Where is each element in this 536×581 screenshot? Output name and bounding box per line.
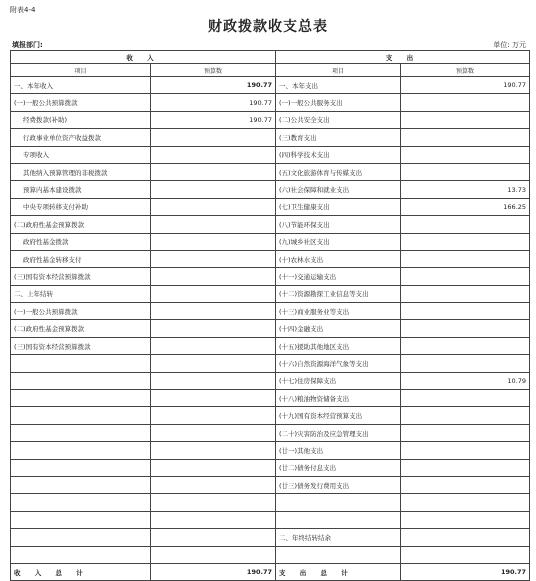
table-row [11, 163, 530, 180]
expense-item-cell: (廿一)其他支出 [276, 442, 401, 459]
expense-amount-cell [401, 424, 530, 441]
income-item-cell [11, 424, 151, 441]
expense-amount-cell [401, 442, 530, 459]
expense-item-cell: (十九)国有资本经营预算支出 [276, 407, 401, 424]
income-item-cell [11, 459, 151, 476]
expense-item-cell [276, 546, 401, 563]
expense-item-cell: (七)卫生健康支出 [276, 198, 401, 215]
income-amount-cell [151, 181, 276, 198]
expense-item-cell: (十四)金融支出 [276, 320, 401, 337]
expense-amount-cell [401, 216, 530, 233]
income-amount-cell [151, 268, 276, 285]
expense-amount-cell [401, 337, 530, 354]
expense-amount-cell [401, 111, 530, 128]
budget-summary-table [10, 50, 530, 581]
expense-amount-cell [401, 407, 530, 424]
table-row [11, 303, 530, 320]
table-row [11, 476, 530, 493]
table-row [11, 407, 530, 424]
income-amount-cell [151, 129, 276, 146]
expense-amount-cell [401, 250, 530, 267]
table-row [11, 320, 530, 337]
income-item-cell [11, 372, 151, 389]
expense-item-cell: 一、本年支出 [276, 77, 401, 94]
table-row [11, 216, 530, 233]
income-amount-cell [151, 320, 276, 337]
table-row [11, 181, 530, 198]
column-header-row [11, 64, 530, 77]
table-row [11, 233, 530, 250]
income-amount-cell [151, 459, 276, 476]
income-item-cell: 政府性基金转移支付 [11, 250, 151, 267]
expense-item-cell: (十一)交通运输支出 [276, 268, 401, 285]
currency-unit-label: 单位: 万元 [493, 41, 526, 49]
income-amount-cell [151, 407, 276, 424]
income-item-cell [11, 355, 151, 372]
income-amount-cell [151, 390, 276, 407]
table-row [11, 424, 530, 441]
income-item-cell: 中央专项转移支付补助 [11, 198, 151, 215]
table-row [11, 529, 530, 546]
expense-amount-cell [401, 303, 530, 320]
reporting-unit-label: 填报部门: [12, 41, 43, 49]
table-row [11, 111, 530, 128]
expense-amount-cell [401, 459, 530, 476]
expense-item-cell: (九)城乡社区支出 [276, 233, 401, 250]
income-item-cell: 其他纳入预算管理的非税拨款 [11, 163, 151, 180]
income-amount-cell: 190.77 [151, 111, 276, 128]
expense-item-cell: (廿三)债务发行费用支出 [276, 476, 401, 493]
expense-item-cell: (十八)粮油物资储备支出 [276, 390, 401, 407]
income-total-amount: 190.77 [151, 563, 276, 580]
income-item-cell: 预算内基本建设拨款 [11, 181, 151, 198]
expense-amount-cell: 190.77 [401, 77, 530, 94]
income-amount-cell: 190.77 [151, 94, 276, 111]
income-section-header: 收 入 [11, 51, 276, 64]
expense-amount-cell [401, 355, 530, 372]
income-item-cell [11, 407, 151, 424]
income-amount-cell [151, 250, 276, 267]
table-row [11, 337, 530, 354]
totals-row [11, 563, 530, 580]
income-amount-header: 预算数 [151, 64, 276, 77]
income-item-cell [11, 476, 151, 493]
expense-amount-cell [401, 163, 530, 180]
table-row [11, 129, 530, 146]
expense-item-cell: (二十)灾害防治及应急管理支出 [276, 424, 401, 441]
table-row [11, 94, 530, 111]
expense-total-amount: 190.77 [401, 563, 530, 580]
expense-item-cell: (十五)援助其他地区支出 [276, 337, 401, 354]
income-item-cell: 行政事业单位资产收益拨款 [11, 129, 151, 146]
table-row [11, 146, 530, 163]
annex-label: 附表4-4 [10, 6, 36, 14]
expense-item-cell [276, 494, 401, 511]
expense-amount-cell [401, 285, 530, 302]
expense-item-cell: (十七)住房保障支出 [276, 372, 401, 389]
income-amount-cell [151, 476, 276, 493]
expense-item-cell: (三)教育支出 [276, 129, 401, 146]
income-amount-cell [151, 303, 276, 320]
expense-item-cell: (八)节能环保支出 [276, 216, 401, 233]
table-row [11, 442, 530, 459]
income-total-label: 收 入 总 计 [11, 563, 151, 580]
income-item-cell [11, 494, 151, 511]
expense-amount-cell [401, 94, 530, 111]
income-amount-cell [151, 494, 276, 511]
income-item-cell: 一、本年收入 [11, 77, 151, 94]
expense-item-cell: (廿二)债务付息支出 [276, 459, 401, 476]
income-amount-cell [151, 529, 276, 546]
income-amount-cell [151, 355, 276, 372]
income-item-cell: (一)一般公共预算拨款 [11, 303, 151, 320]
income-item-cell [11, 511, 151, 528]
income-item-cell: 二、上年结转 [11, 285, 151, 302]
income-item-cell: 专项收入 [11, 146, 151, 163]
income-item-cell: 政府性基金拨款 [11, 233, 151, 250]
income-item-cell: (三)国有资本经营预算拨款 [11, 337, 151, 354]
expense-amount-cell [401, 268, 530, 285]
income-amount-cell [151, 511, 276, 528]
expense-amount-cell [401, 511, 530, 528]
expense-amount-cell [401, 494, 530, 511]
expense-item-cell: (十)农林水支出 [276, 250, 401, 267]
table-row [11, 390, 530, 407]
income-amount-cell [151, 337, 276, 354]
income-amount-cell [151, 546, 276, 563]
income-item-cell: (二)政府性基金预算拨款 [11, 320, 151, 337]
expense-item-cell: (六)社会保障和就业支出 [276, 181, 401, 198]
expense-item-cell: (五)文化旅游体育与传媒支出 [276, 163, 401, 180]
expense-section-header: 支 出 [276, 51, 530, 64]
section-header-row [11, 51, 530, 64]
income-amount-cell [151, 146, 276, 163]
table-row [11, 77, 530, 94]
income-item-cell [11, 529, 151, 546]
income-amount-cell [151, 424, 276, 441]
expense-amount-cell [401, 529, 530, 546]
income-item-header: 项目 [11, 64, 151, 77]
expense-amount-cell: 10.79 [401, 372, 530, 389]
table-row [11, 198, 530, 215]
expense-item-cell: (一)一般公共服务支出 [276, 94, 401, 111]
income-amount-cell [151, 372, 276, 389]
expense-item-cell: (二)公共安全支出 [276, 111, 401, 128]
table-row [11, 494, 530, 511]
expense-item-header: 项目 [276, 64, 401, 77]
table-row [11, 511, 530, 528]
expense-amount-header: 预算数 [401, 64, 530, 77]
income-amount-cell: 190.77 [151, 77, 276, 94]
income-item-cell: (一)一般公共预算拨款 [11, 94, 151, 111]
income-item-cell [11, 390, 151, 407]
expense-amount-cell [401, 129, 530, 146]
expense-item-cell: (十二)资源勘探工业信息等支出 [276, 285, 401, 302]
income-item-cell [11, 546, 151, 563]
table-row [11, 372, 530, 389]
expense-amount-cell [401, 390, 530, 407]
expense-item-cell: (十三)商业服务业等支出 [276, 303, 401, 320]
expense-amount-cell [401, 476, 530, 493]
expense-item-cell: 二、年终结转结余 [276, 529, 401, 546]
income-item-cell: 经费拨款(补助) [11, 111, 151, 128]
expense-amount-cell [401, 546, 530, 563]
table-row [11, 459, 530, 476]
table-row [11, 268, 530, 285]
table-row [11, 355, 530, 372]
expense-amount-cell [401, 146, 530, 163]
income-amount-cell [151, 198, 276, 215]
expense-item-cell: (四)科学技术支出 [276, 146, 401, 163]
expense-amount-cell [401, 233, 530, 250]
table-row [11, 546, 530, 563]
income-amount-cell [151, 442, 276, 459]
expense-amount-cell [401, 320, 530, 337]
income-amount-cell [151, 216, 276, 233]
income-item-cell: (二)政府性基金预算拨款 [11, 216, 151, 233]
income-amount-cell [151, 233, 276, 250]
table-row [11, 285, 530, 302]
expense-item-cell [276, 511, 401, 528]
income-item-cell: (三)国有资本经营预算拨款 [11, 268, 151, 285]
income-amount-cell [151, 285, 276, 302]
expense-total-label: 支 出 总 计 [276, 563, 401, 580]
income-amount-cell [151, 163, 276, 180]
expense-amount-cell: 13.73 [401, 181, 530, 198]
table-row [11, 250, 530, 267]
expense-item-cell: (十六)自然资源海洋气象等支出 [276, 355, 401, 372]
page-title: 财政拨款收支总表 [208, 19, 328, 35]
expense-amount-cell: 166.25 [401, 198, 530, 215]
income-item-cell [11, 442, 151, 459]
